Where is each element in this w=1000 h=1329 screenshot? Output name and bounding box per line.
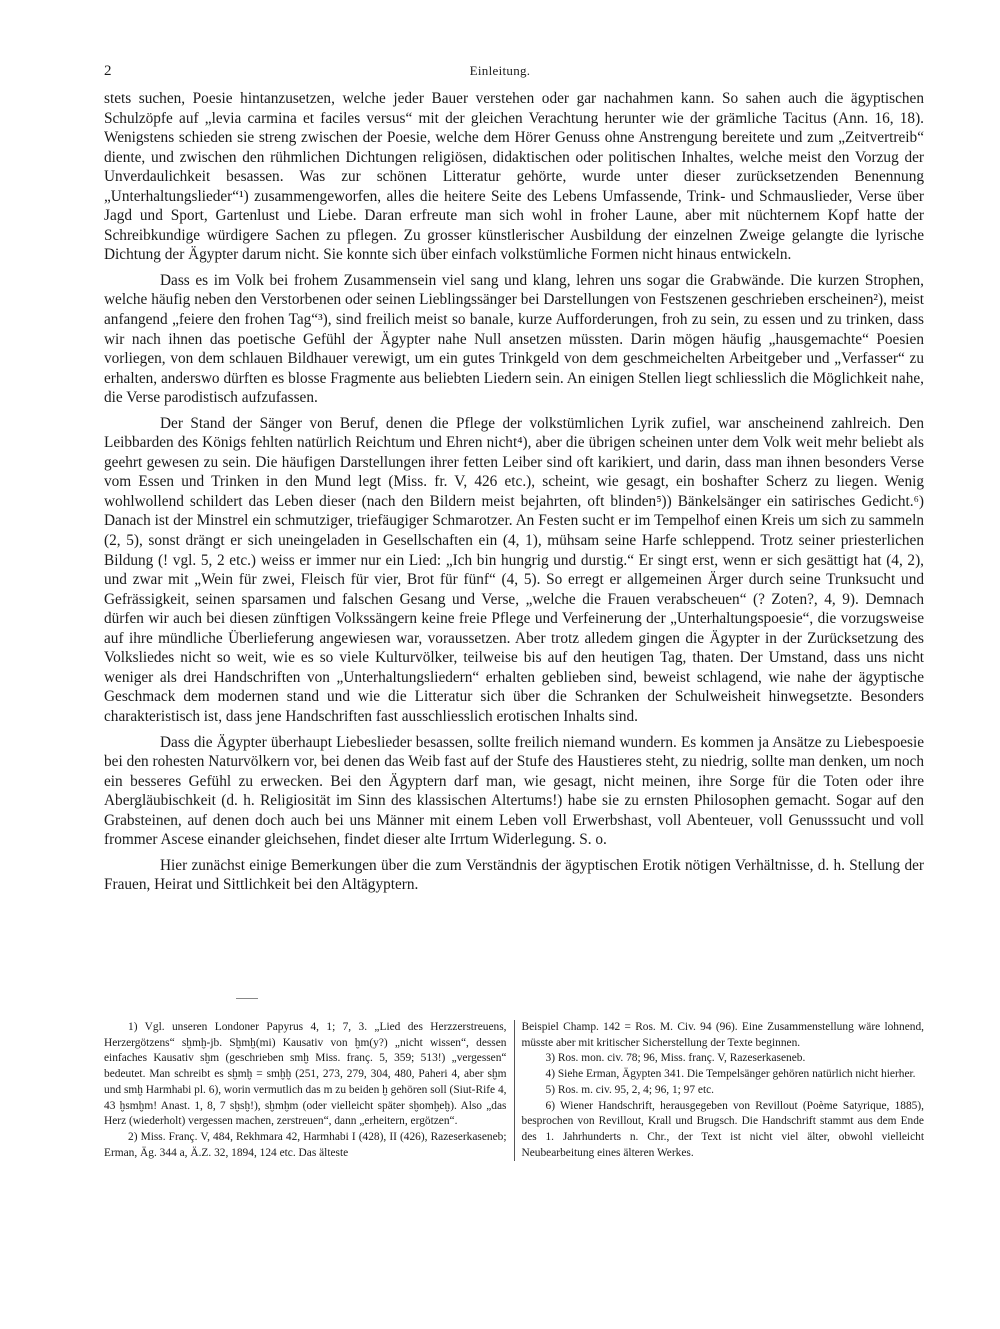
paragraph: Dass es im Volk bei frohem Zusammensein viel sang und klang, lehren uns sogar die Grabwände. Die kurzen Strophen, welche häufig neben den Verstorbenen oder seinen Lieblingssänger bei Darstellungen von Festszenen geschrieben erscheinen²), meist anfangend „feiere den frohen Tag“³), sind freilich meist so banale, kurze Aufforderungen, froh zu sein, zu essen und zu trinken, dass wir nach ihnen das poetische Gefühl der Ägypter nahe Null ansetzen müssten. Darin mögen häufig „hausgemachte“ Poesien vorliegen, von dem schlauen Bildhauer verewigt, um ein gutes Trinkgeld von dem geschmeichelten Arbeitgeber und „Verfasser“ zu erhalten, anderswo dürften es blosse Fragmente aus beliebten Liedern sein. An einigen Stellen liegt schliesslich die Möglichkeit nahe, die Verse parodistisch aufzufassen. xyxy=(104,271,924,407)
footnote: 6) Wiener Handschrift, herausgegeben von Revillout (Poème Satyrique, 1885), besprochen von Revillout, Krall und Brugsch. Die Handschrift stammt aus dem Ende des 1. Jahrhunderts n. Chr., der Text ist nicht viel älter, obwohl vielleicht Neubearbeitung eines älteren Werkes. xyxy=(521,1099,924,1159)
footnotes-right-column xyxy=(515,1020,925,1161)
paragraph: Hier zunächst einige Bemerkungen über die zum Verständnis der ägyptischen Erotik nötigen Verhältnisse, d. h. Stellung der Frauen, Heirat und Sittlichkeit bei den Altägyptern. xyxy=(104,856,924,894)
footnote: 3) Ros. mon. civ. 78; 96, Miss. franç. V, Razeserkaseneb. xyxy=(545,1052,806,1065)
footnote: 5) Ros. m. civ. 95, 2, 4; 96, 1; 97 etc. xyxy=(545,1083,715,1096)
footnote: 4) Siehe Erman, Ägypten 341. Die Tempelsänger gehören natürlich nicht hierher. xyxy=(545,1068,916,1081)
page-number: 2 xyxy=(104,63,112,79)
paragraph: Der Stand der Sänger von Beruf, denen die Pflege der volkstümlichen Lyrik zufiel, war anscheinend zahlreich. Den Leibbarden des Königs fehlten natürlich Reichtum und Ehren nicht⁴), aber die übrigen scheinen unter dem Volk weit mehr beliebt als geehrt gewesen zu sein. Die häufigen Darstellungen ihrer fetten Leiber sind oft karikiert, und darin, dass man ihnen besonders Verse vom Essen und Trinken in den Mund legt (Miss. fr. V, 426 etc.), scheint, wie gesagt, ein boshafter Scherz zu liegen. Wenig wohlwollend schildert das Leben dieser (nach den Bildern meist bejahrten, oft blinden⁵)) Bänkelsänger ein satirisches Gedicht.⁶) Danach ist der Minstrel ein schmutziger, triefäugiger Schmarotzer. An Festen sucht er im Tempelhof einen Kreis um sich zu sammeln (2, 5), sonst drängt er sich uneingeladen in Gesellschaften ein (4, 1), mühsam seine Harfe schleppend. Trotz seiner priesterlichen Bildung (! vgl. 5, 2 etc.) weiss er immer nur ein Lied: „Ich bin hungrig und durstig.“ Er singt erst, wenn er sich gesättigt hat (4, 2), und zwar mit „Wein für zwei, Fleisch für vier, Brot für fünf“ (4, 5). So erregt er allgemeinen Ärger durch seine Trunksucht und Gefrässigkeit, seinen sparsamen und falschen Gesang und Verse, „welche die Frauen verabscheuen“ (? Zoten?, 4, 9). Demnach dürfen wir auch bei diesen zünftigen Volkssängern keine freie Pflege und Verfeinerung der „Unterhaltungspoesie“, die vorzugsweise auf ihre mündliche Überlieferung angewiesen war, voraussetzen. Aber trotz alledem gingen die Ägypter in der Zurücksetzung des Volksliedes nicht so weit, wie es so viele Kulturvölker, teilweise bis auf den heutigen Tag, thaten. Der Umstand, dass uns nicht weniger als drei Handschriften von „Unterhaltungsliedern“ erhalten geblieben sind, beweist schlagend, wie nahe der ägyptische Geschmack dem modernen stand und wie die Litteratur sich über die Schranken der Schulweisheit hinwegsetzte. Besonders charakteristisch ist, dass jene Handschriften fast ausschliesslich erotischen Inhalts sind. xyxy=(104,414,924,725)
footnote: Beispiel Champ. 142 = Ros. M. Civ. 94 (96). Eine Zusammenstellung wäre lohnend, müsste aber mit kritischer Sicherstellung der Texte beginnen. xyxy=(521,1021,924,1049)
running-title: Einleitung. xyxy=(469,63,531,78)
footnote-separator xyxy=(236,998,258,999)
footnotes xyxy=(104,1020,924,1161)
footnote: 1) Vgl. unseren Londoner Papyrus 4, 1; 7, 3. „Lied des Herzzerstreuens, Herzergötzens“ sḫmḫ-jb. Sḫmḫ(mi) Kausativ von ḫm(y?) „nicht wissen“, dessen einfaches Kausativ sḫm (geschrieben smḫ Miss. franç. 5, 359; 513!) „vergessen“ bedeutet. Man schreibt es sḫmḫ = smḫḫ (251, 273, 279, 304, 480, Paheri 4, aber sḫm und smḫ Harmhabi pl. 6), worin vermutlich das m zu beiden ḫ gehören soll (Siut-Rife 4, 43 ḫsmḫm! Anast. 1, 8, 7 sḫsḫ!), sḫmḫm (oder vielleicht später sḫomḫeḫ). Also „das Herz (wiederholt) vergessen machen, zerstreuen“, dann „erheitern, ergötzen“. xyxy=(104,1021,507,1128)
footnote: 2) Miss. Franç. V, 484, Rekhmara 42, Harmhabi I (428), II (426), Razeserkaseneb; Erman, Äg. 344 a, Ä.Z. 32, 1894, 124 etc. Das älteste xyxy=(104,1130,507,1159)
footnotes-left-column xyxy=(104,1020,515,1161)
paragraph: Dass die Ägypter überhaupt Liebeslieder besassen, sollte freilich niemand wundern. Es kommen ja Ansätze zu Liebespoesie bei den rohesten Naturvölkern vor, bei denen das Weib fast auf der Stufe des Haustieres steht, zu niedrig, sollte man denken, um noch ein besseres Gefühl zu erwecken. Bei den Ägyptern darf man, wie gesagt, nicht meinen, ihre Sorge für die Toten oder ihre Abergläubischkeit (d. h. Religiosität im Sinn des klassischen Altertums!) habe sie zu ernsten Philosophen gemacht. Sogar auf den Grabsteinen, auf denen doch auch bei uns Männer mit einem Leben voll Erwerbshast, voll Abenteuer, voll Genusssucht und voll frommer Ascese einander gleichsehen, findet dieser alte Irrtum Widerlegung. S. o. xyxy=(104,733,924,849)
paragraph: stets suchen, Poesie hintanzusetzen, welche jeder Bauer verstehen oder gar nachahmen kann. So sahen auch die ägyptischen Schulzöpfe auf „levia carmina et faciles versus“ mit der gleichen Verachtung herunter wie der grämliche Tacitus (Ann. 16, 18). Wenigstens schieden sie streng zwischen der Poesie, welche dem Hörer Genuss ohne Anstrengung bereitete und zum „Zeitvertreib“ diente, und zwischen den rühmlichen Dichtungen religiösen, didaktischen oder politischen Inhaltes, welche meist den Vorzug der Unverdaulichkeit besassen. Was zur schönen Litteratur gehörte, wurde unter dieser zurücksetzenden Benennung „Unterhaltungslieder“¹) zusammengeworfen, alles die heitere Seite des Lebens Umfassende, Trink- und Schmauslieder, Verse über Jagd und Sport, Gartenlust und Liebe. Daran erfreute man sich wohl in froher Laune, aber mit nüchternem Kopf hatte der Schreibkundige würdigere Sachen zu pflegen. Zu grosser künstlerischer Ausbildung der einzelnen Zweige gelangte die lyrische Dichtung der Ägypter darum nicht. Sie konnte sich über einfach volkstümliche Formen nicht hinaus entwickeln. xyxy=(104,90,924,264)
main-text xyxy=(104,89,924,901)
